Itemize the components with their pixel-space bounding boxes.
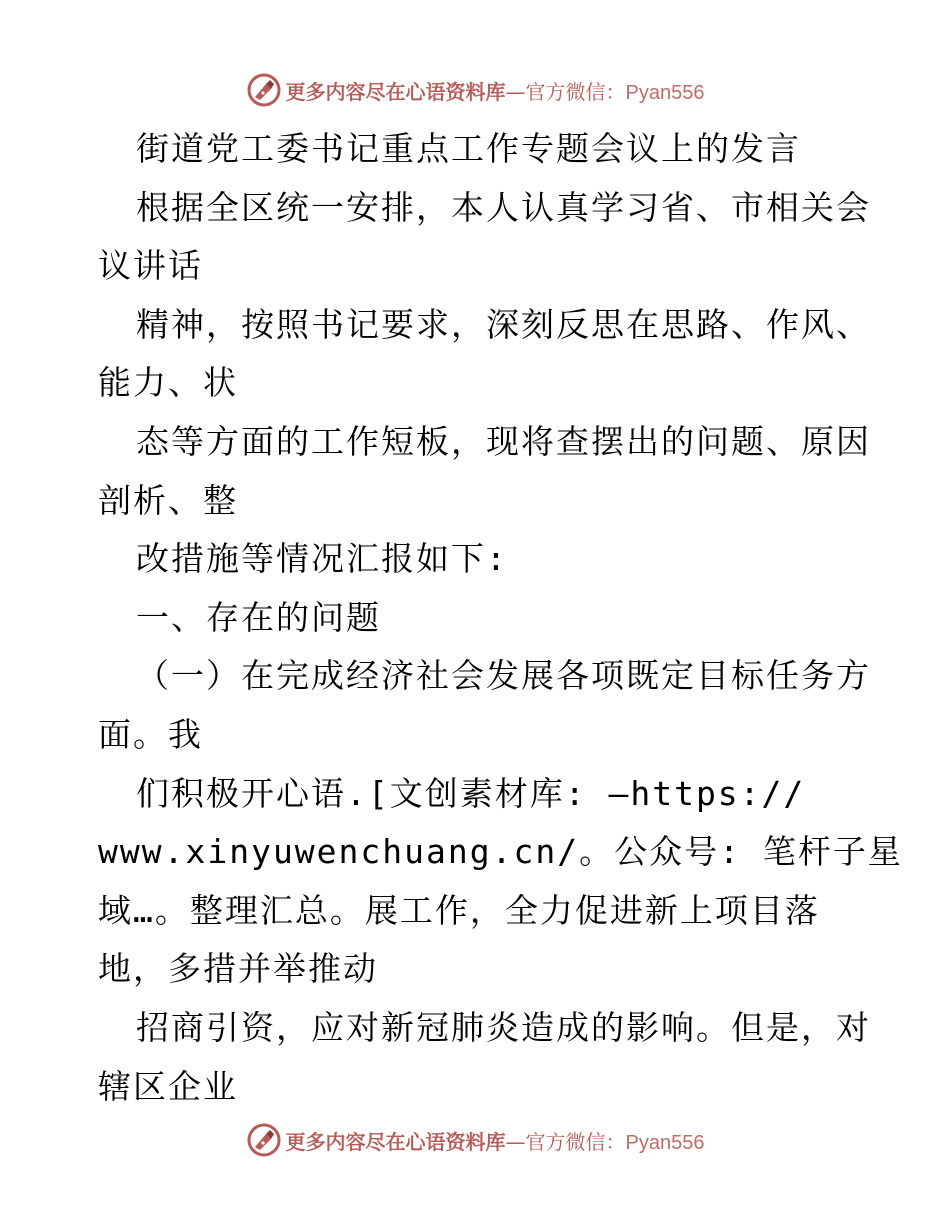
document-body bbox=[98, 120, 903, 1116]
watermark-main: 更多内容尽在心语资料库 bbox=[285, 1129, 506, 1154]
doc-line: 态等方面的工作短板，现将查摆出的问题、原因 bbox=[136, 421, 871, 461]
footer-watermark-banner bbox=[0, 1120, 950, 1160]
watermark-wechat-label: 官方微信： bbox=[525, 1129, 626, 1154]
doc-line: （一）在完成经济社会发展各项既定目标任务方 bbox=[136, 656, 871, 696]
watermark-separator: — bbox=[505, 79, 526, 104]
doc-line: 精神，按照书记要求，深刻反思在思路、作风、 bbox=[136, 304, 871, 344]
header-watermark-banner bbox=[0, 70, 950, 110]
doc-line: 域…。整理汇总。展工作，全力促进新上项目落 bbox=[98, 890, 820, 930]
watermark-text bbox=[286, 1126, 705, 1155]
pen-nib-logo-icon bbox=[246, 1122, 282, 1158]
doc-line: 根据全区统一安排，本人认真学习省、市相关会 bbox=[136, 187, 871, 227]
watermark-wechat-id: Pyan556 bbox=[625, 1131, 705, 1154]
doc-line: 议讲话 bbox=[98, 246, 203, 286]
watermark-text bbox=[286, 76, 705, 105]
doc-line: 辖区企业 bbox=[98, 1066, 238, 1106]
doc-line: 街道党工委书记重点工作专题会议上的发言 bbox=[136, 129, 801, 168]
doc-line: 改措施等情况汇报如下: bbox=[136, 539, 508, 579]
doc-line: 剖析、整 bbox=[98, 480, 238, 520]
doc-line: 一、存在的问题 bbox=[136, 597, 381, 637]
doc-line: 地，多措并举推动 bbox=[98, 949, 378, 989]
watermark-wechat-id: Pyan556 bbox=[625, 81, 705, 104]
watermark-separator: — bbox=[505, 1129, 526, 1154]
doc-line: www.xinyuwenchuang.cn/。公众号: 笔杆子星 bbox=[98, 832, 903, 872]
watermark-main: 更多内容尽在心语资料库 bbox=[285, 79, 506, 104]
watermark-wechat-label: 官方微信： bbox=[525, 79, 626, 104]
pen-nib-logo-icon bbox=[246, 72, 282, 108]
doc-line: 们积极开心语.[文创素材库: —https:// bbox=[136, 773, 806, 813]
doc-line: 招商引资，应对新冠肺炎造成的影响。但是，对 bbox=[136, 1007, 871, 1047]
doc-line: 能力、状 bbox=[98, 363, 238, 403]
doc-line: 面。我 bbox=[98, 714, 203, 754]
